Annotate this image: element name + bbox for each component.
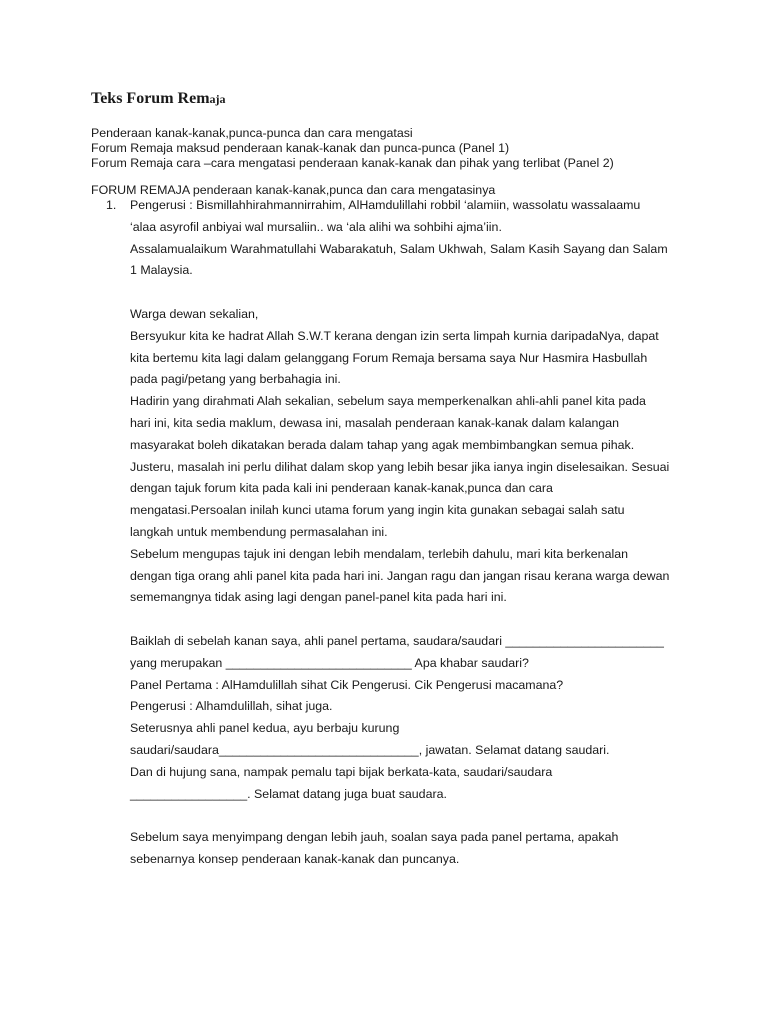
script-line: saudari/saudara_____________________________, jawatan. Selamat datang saudari.	[130, 742, 610, 757]
script-line: Sebelum mengupas tajuk ini dengan lebih mendalam, terlebih dahulu, mari kita berkenalan	[130, 546, 628, 561]
forum-heading	[91, 183, 495, 198]
intro-line: Forum Remaja cara –cara mengatasi penderaan kanak-kanak dan pihak yang terlibat (Panel 2)	[91, 156, 614, 170]
script-line: dengan tiga orang ahli panel kita pada hari ini. Jangan ragu dan jangan risau kerana warga dewan	[130, 568, 670, 583]
document-title	[91, 89, 226, 109]
script-line: Warga dewan sekalian,	[130, 306, 259, 321]
script-line: dengan tajuk forum kita pada kali ini penderaan kanak-kanak,punca dan cara	[130, 481, 553, 496]
script-line: Hadirin yang dirahmati Alah sekalian, sebelum saya memperkenalkan ahli-ahli panel kita pada	[130, 394, 646, 409]
script-line: Pengerusi : Alhamdulillah, sihat juga.	[130, 699, 333, 714]
script-line: Dan di hujung sana, nampak pemalu tapi bijak berkata-kata, saudari/saudara	[130, 764, 553, 779]
script-line: hari ini, kita sedia maklum, dewasa ini, masalah penderaan kanak-kanak dalam kalangan	[130, 415, 620, 430]
script-line: masyarakat boleh dikatakan berada dalam tahap yang agak membimbangkan semua pihak.	[130, 437, 635, 452]
script-line: 1 Malaysia.	[130, 263, 193, 278]
script-line: yang merupakan ___________________________ Apa khabar saudari?	[130, 655, 529, 670]
script-line: Justeru, masalah ini perlu dilihat dalam skop yang lebih besar jika ianya ingin diselesaikan. Sesuai	[130, 459, 670, 474]
script-line: Sebelum saya menyimpang dengan lebih jauh, soalan saya pada panel pertama, apakah	[130, 830, 619, 845]
title-main: Teks Forum Rem	[91, 90, 210, 107]
intro-block	[91, 126, 614, 171]
intro-line: Forum Remaja maksud penderaan kanak-kanak dan punca-punca (Panel 1)	[91, 141, 510, 155]
script-line: mengatasi.Persoalan inilah kunci utama forum yang ingin kita gunakan sebagai salah satu	[130, 503, 625, 518]
script-line: Panel Pertama : AlHamdulillah sihat Cik Pengerusi. Cik Pengerusi macamana?	[130, 677, 564, 692]
blank-line	[130, 612, 690, 634]
script-line: Bersyukur kita ke hadrat Allah S.W.T kerana dengan izin serta limpah kurnia daripadaNya, dapat	[130, 328, 659, 343]
script-line: kita bertemu kita lagi dalam gelanggang Forum Remaja bersama saya Nur Hasmira Hasbullah	[130, 350, 648, 365]
script-line: Pengerusi : Bismillahhirahmannirrahim, AlHamdulillahi robbil ‘alamiin, wassolatu wassalaamu	[130, 198, 641, 212]
script-line: langkah untuk membendung permasalahan ini.	[130, 524, 388, 539]
script-line: sebenarnya konsep penderaan kanak-kanak dan puncanya.	[130, 851, 460, 866]
script-line: _________________. Selamat datang juga buat saudara.	[130, 786, 447, 801]
title-small: aja	[209, 92, 226, 106]
script-line: Assalamualaikum Warahmatullahi Wabarakatuh, Salam Ukhwah, Salam Kasih Sayang dan Salam	[130, 241, 668, 256]
forum-heading-text: FORUM REMAJA penderaan kanak-kanak,punca dan cara mengatasinya	[91, 183, 496, 197]
script-line: Seterusnya ahli panel kedua, ayu berbaju kurung	[130, 721, 400, 736]
script-line: ‘alaa asyrofil anbiyai wal mursaliin.. wa ‘ala alihi wa sohbihi ajma’iin.	[130, 219, 502, 234]
intro-line: Penderaan kanak-kanak,punca-punca dan cara mengatasi	[91, 126, 413, 140]
forum-script-body	[130, 198, 690, 874]
blank-line	[130, 808, 690, 830]
blank-line	[130, 285, 690, 307]
script-line: sememangnya tidak asing lagi dengan panel-panel kita pada hari ini.	[130, 590, 507, 605]
script-line: pada pagi/petang yang berbahagia ini.	[130, 372, 341, 387]
list-number: 1.	[106, 198, 117, 212]
script-line: Baiklah di sebelah kanan saya, ahli panel pertama, saudara/saudari _______________________	[130, 633, 664, 648]
